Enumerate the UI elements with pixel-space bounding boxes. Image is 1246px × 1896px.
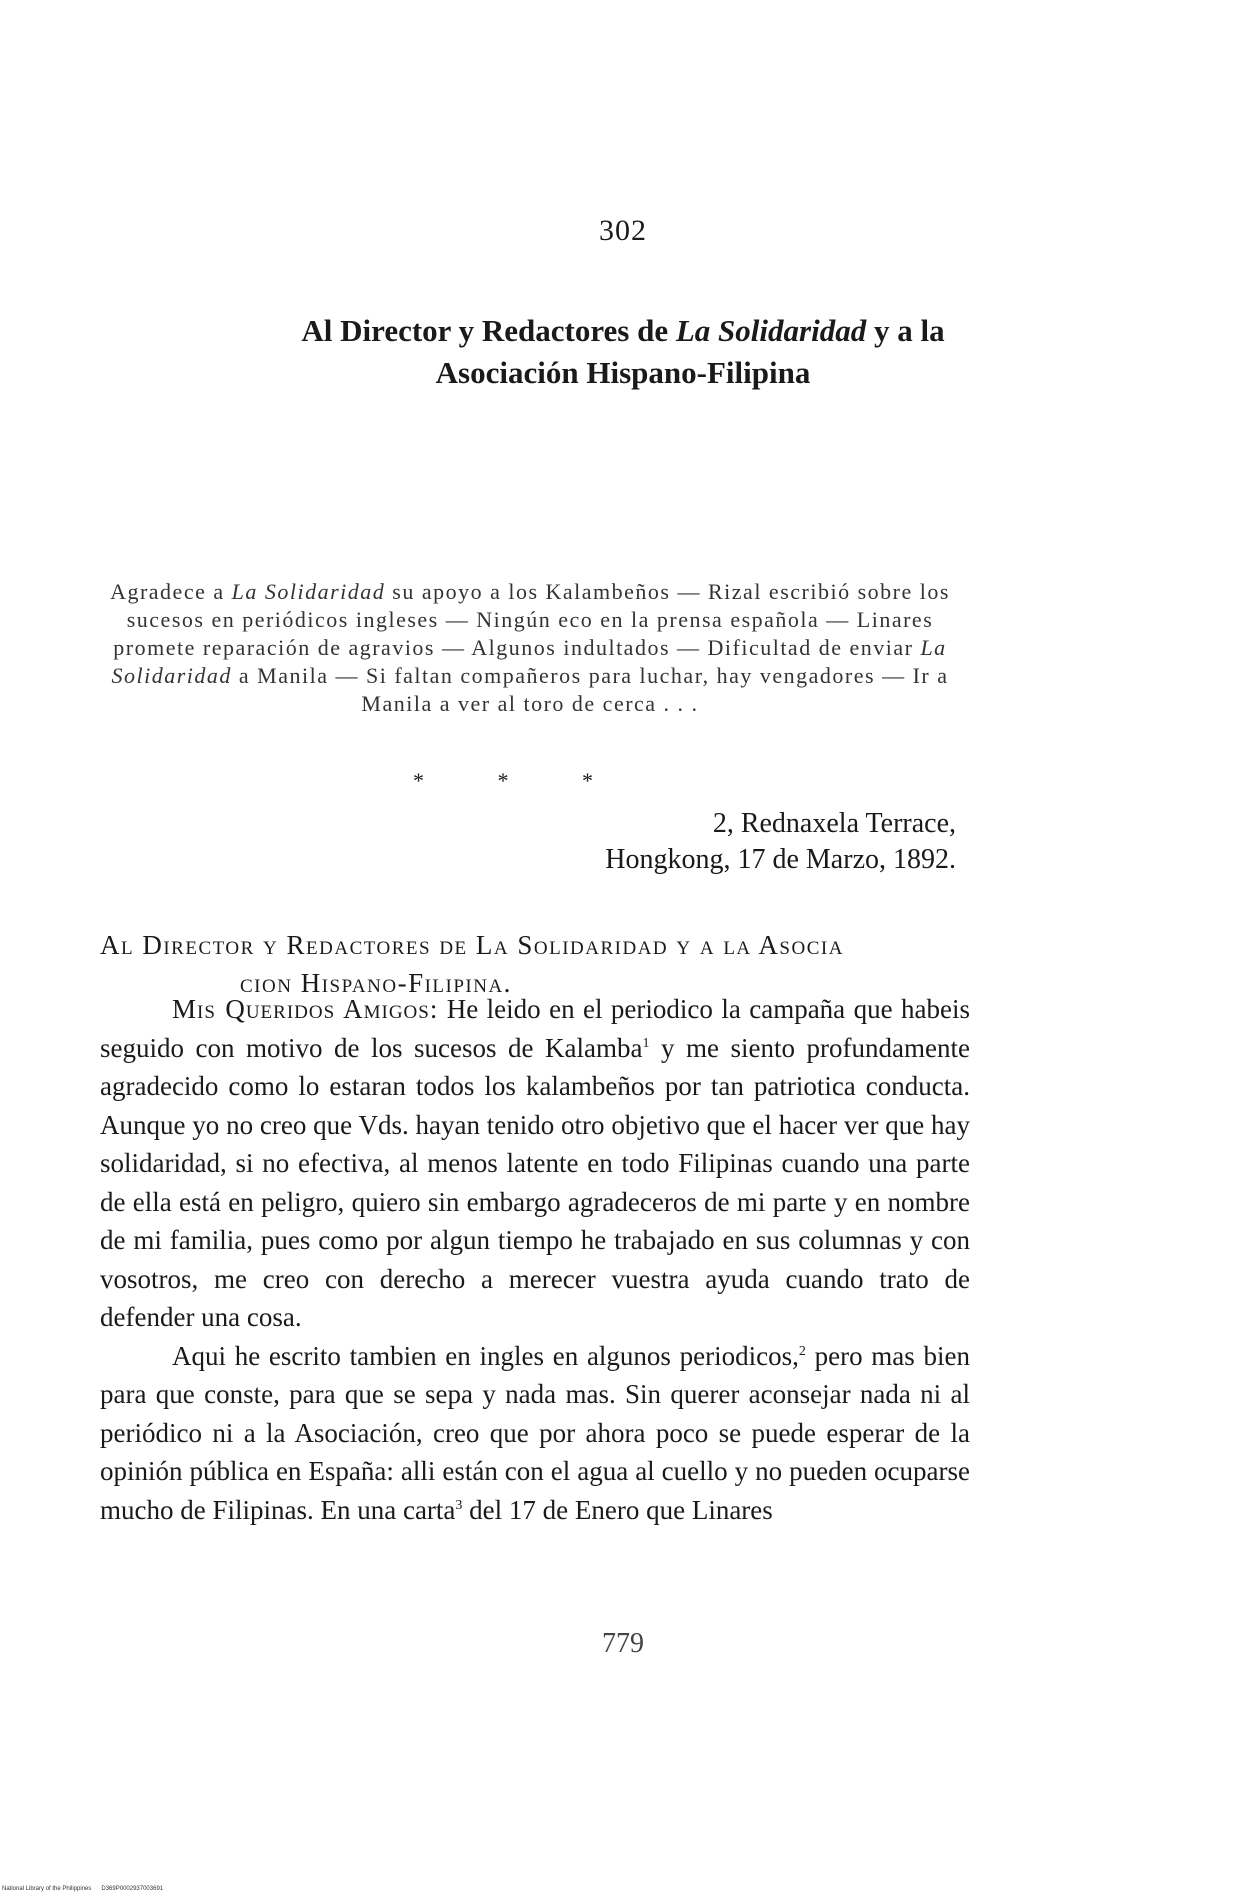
summary-s3: a Manila — Si faltan compañeros para luchar, hay vengadores — Ir a Manila a ver al toro de cerca . . . [231, 663, 949, 716]
title-italic: La Solidaridad [675, 313, 867, 348]
dateline-date: Hongkong, 17 de Marzo, 1892. [605, 844, 956, 875]
paragraph-1 [100, 990, 970, 1337]
footer-code: D369P0002937003691 [101, 1886, 164, 1892]
page-number-bottom: 779 [602, 1628, 644, 1659]
dateline [605, 806, 956, 878]
summary-s2: su apoyo a los Kalambeños — Rizal escribió sobre los sucesos en periódicos ingleses — Ningún eco en la prensa española — Linares promete reparación de agravios — Algunos indultados — Dificultad de enviar [113, 579, 950, 660]
salutation-line1: Al Director y Redactores de La Solidaridad y a la Asocia [100, 930, 844, 960]
title-line2: Asociación Hispano-Filipina [435, 355, 811, 390]
letter-title [80, 310, 1166, 394]
title-part1: Al Director y Redactores de [301, 313, 676, 348]
footnote-2: 2 [798, 1343, 806, 1359]
p2-text-a: Aqui he escrito tambien en ingles en algunos periodicos, [172, 1340, 799, 1371]
p1-text-b: y me siento profundamente agradecido como lo estaran todos los kalambeños por tan patriotica conducta. Aunque yo no creo que Vds. hayan tenido otro objetivo que el hacer ver que hay solidaridad, si no efectiva, al menos latente en todo Filipinas cuando una parte de ella está en peligro, quiero sin embargo agradeceros de mi parte y en nombre de mi familia, pues como por algun tiempo he trabajado en sus columnas y con vosotros, me creo con derecho a merecer vuestra ayuda cuando trato de defender una cosa. [100, 1032, 970, 1332]
letter-summary [90, 578, 970, 718]
dateline-address: 2, Rednaxela Terrace, [712, 808, 956, 839]
footer-library: National Library of the Philippines [2, 1886, 92, 1892]
section-divider: * * * [413, 768, 627, 793]
summary-s2-italic: La Solidaridad [111, 635, 947, 688]
title-part2: y a la [866, 313, 945, 348]
footnote-3: 3 [455, 1497, 463, 1513]
p2-text-b: pero mas bien para que conste, para que se sepa y nada mas. Sin querer aconsejar nada ni al periódico ni a la Asociación, creo que por ahora poco se puede esperar de la opinión pública en España: alli están con el agua al cuello y no pueden ocuparse mucho de Filipinas. En una carta [100, 1340, 970, 1525]
p1-text-a: He leido en el periodico la campaña que habeis seguido con motivo de los sucesos de Kalamba [100, 994, 970, 1063]
p2-text-c: del 17 de Enero que Linares [462, 1494, 773, 1525]
greeting: Mis Queridos Amigos: [172, 994, 439, 1024]
salutation-line2: cion Hispano-Filipina. [240, 968, 512, 998]
paragraph-2 [100, 1337, 970, 1530]
page-number-top: 302 [599, 214, 647, 247]
summary-s1-italic: La Solidaridad [231, 579, 386, 604]
footer-credit [2, 1886, 173, 1892]
footnote-1: 1 [642, 1035, 650, 1051]
letter-body [100, 990, 970, 1529]
summary-s1: Agradece a [110, 579, 232, 604]
